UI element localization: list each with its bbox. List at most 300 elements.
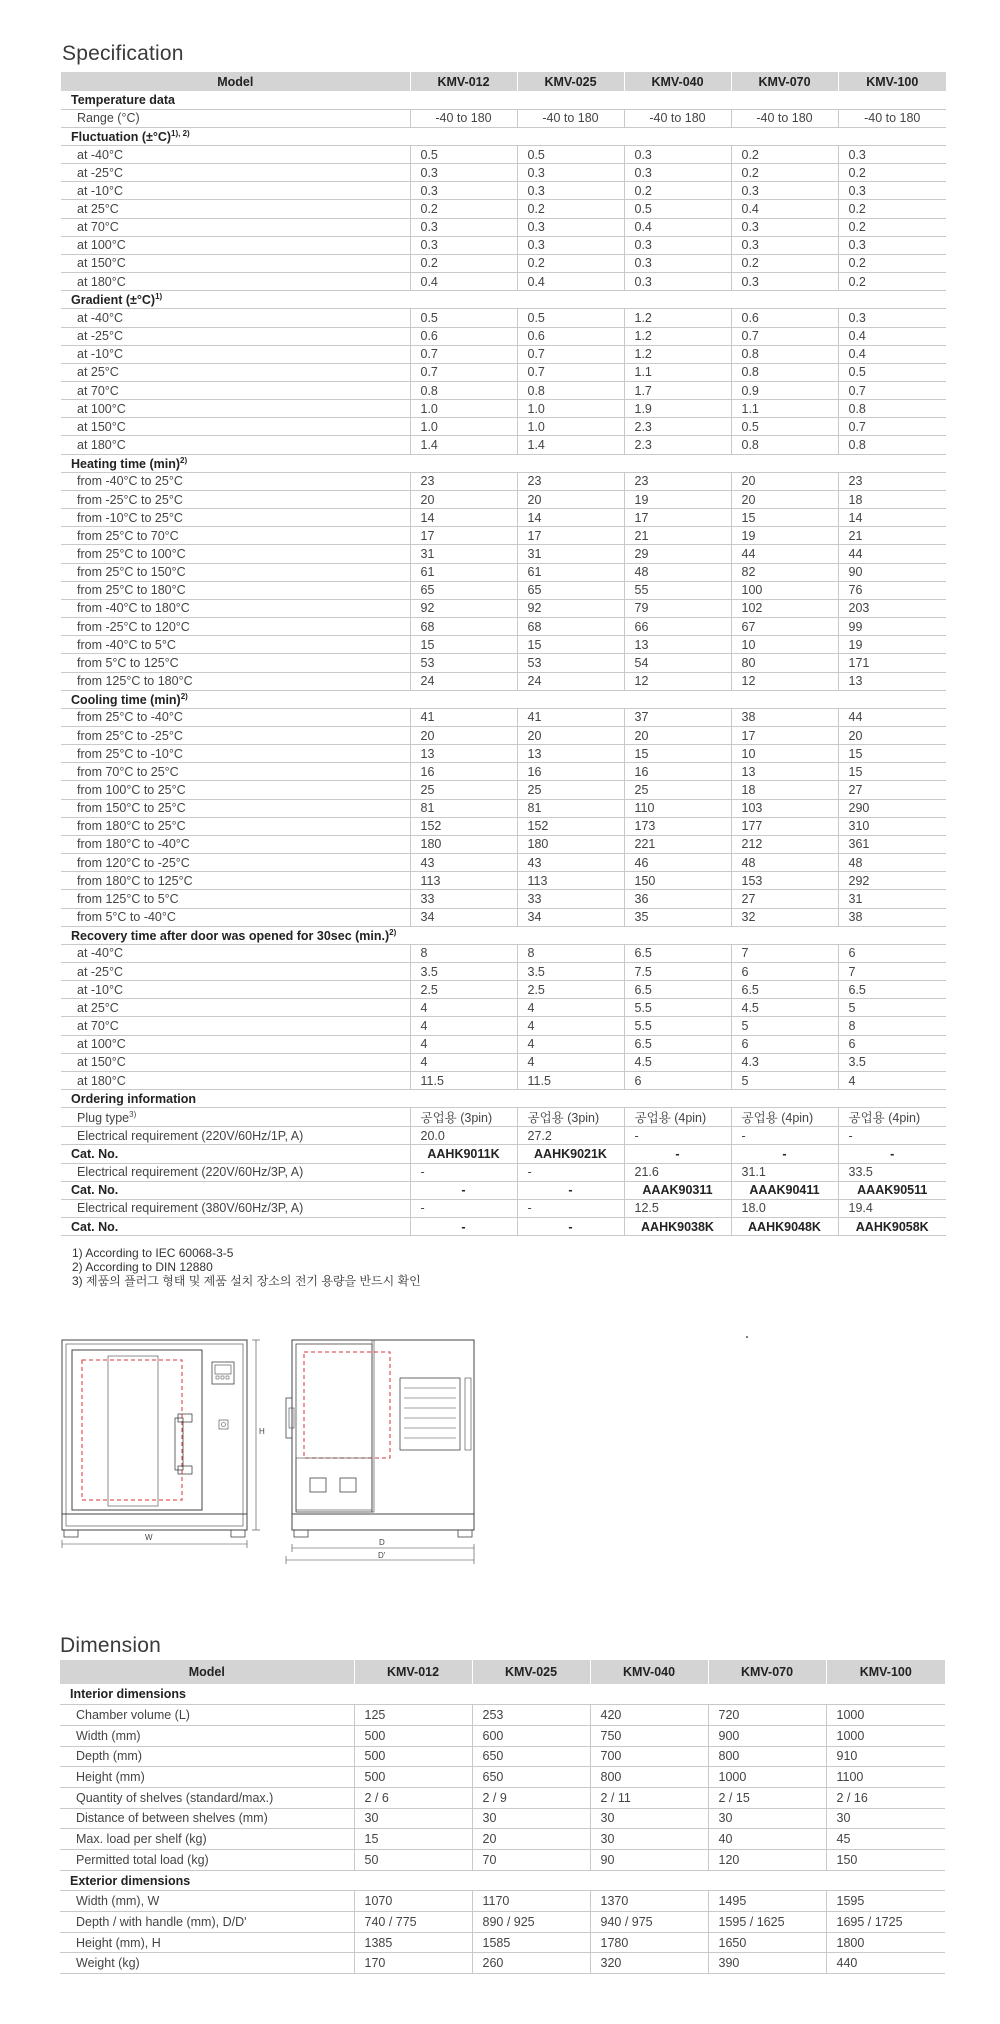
- cell-value: 24: [420, 674, 435, 689]
- cell-value: 30: [482, 1811, 497, 1826]
- cell-value: 260: [482, 1956, 504, 1971]
- table-cell: [517, 672, 624, 690]
- cell-value: 740 / 775: [364, 1914, 417, 1929]
- table-cell: [517, 563, 624, 581]
- table-cell: [838, 654, 946, 672]
- row-label: [61, 490, 410, 508]
- cell-value: 15: [364, 1832, 379, 1847]
- table-row: [61, 1053, 946, 1071]
- cell-value: 0.2: [848, 202, 866, 217]
- cell-value: 공업용 (4pin): [634, 1111, 707, 1126]
- cell-value: 21: [634, 528, 649, 543]
- table-cell: [410, 636, 517, 654]
- table-cell: [517, 763, 624, 781]
- cell-value: 1.2: [634, 329, 652, 344]
- cell-value: 31: [527, 546, 542, 561]
- table-cell: [624, 908, 731, 926]
- table-cell: [410, 890, 517, 908]
- cell-value: 20: [527, 492, 542, 507]
- table-cell: [731, 309, 838, 327]
- table-cell: [410, 981, 517, 999]
- cell-value: 4.5: [634, 1055, 652, 1070]
- row-label: [60, 1808, 354, 1829]
- cell-value: 0.3: [848, 147, 866, 162]
- table-cell: [517, 781, 624, 799]
- cell-value: 100: [741, 583, 763, 598]
- table-cell: [517, 1181, 624, 1199]
- category-row: [61, 454, 946, 472]
- table-cell: [731, 944, 838, 962]
- table-cell: [731, 382, 838, 400]
- cell-value: 46: [634, 855, 649, 870]
- row-label-text: at 100°C: [77, 1037, 126, 1052]
- table-row: [61, 981, 946, 999]
- cell-value: 0.2: [741, 165, 759, 180]
- table-cell: [826, 1767, 945, 1788]
- row-label: [61, 400, 410, 418]
- row-label: [61, 236, 410, 254]
- cell-value: 1000: [836, 1708, 865, 1723]
- cell-value: 15: [527, 637, 542, 652]
- table-cell: [731, 1071, 838, 1089]
- table-cell: [731, 854, 838, 872]
- cell-value: 0.2: [741, 147, 759, 162]
- table-cell: [826, 1746, 945, 1767]
- cell-value: 10: [741, 637, 756, 652]
- cell-value: 15: [848, 764, 863, 779]
- table-cell: [731, 145, 838, 163]
- table-row: [61, 490, 946, 508]
- cell-value: 4: [420, 1037, 428, 1052]
- table-row: [60, 1850, 945, 1871]
- cell-value: 800: [600, 1770, 622, 1785]
- table-cell: [731, 400, 838, 418]
- cell-value: 19: [848, 637, 863, 652]
- cell-value: 203: [848, 601, 870, 616]
- table-cell: [731, 618, 838, 636]
- cell-value: AAHK9058K: [855, 1219, 929, 1234]
- table-cell: [731, 545, 838, 563]
- cell-value: 81: [527, 801, 542, 816]
- cell-value: 0.6: [741, 310, 759, 325]
- table-cell: [517, 981, 624, 999]
- row-label: [61, 908, 410, 926]
- table-cell: [731, 1127, 838, 1145]
- cell-value: 1.0: [527, 401, 545, 416]
- table-cell: [731, 745, 838, 763]
- cell-value: 292: [848, 873, 870, 888]
- cell-value: 1585: [482, 1935, 511, 1950]
- table-cell: [731, 236, 838, 254]
- table-cell: [838, 672, 946, 690]
- table-cell: [624, 781, 731, 799]
- cell-value: 0.7: [741, 329, 759, 344]
- cell-value: 13: [527, 746, 542, 761]
- table-row: [61, 799, 946, 817]
- table-cell: [354, 1767, 472, 1788]
- cell-value: 45: [836, 1832, 851, 1847]
- table-cell: [838, 763, 946, 781]
- cell-value: 13: [420, 746, 435, 761]
- cell-value: 0.4: [848, 347, 866, 362]
- cell-value: 440: [836, 1956, 858, 1971]
- cell-value: 152: [527, 819, 549, 834]
- table-cell: [410, 745, 517, 763]
- table-cell: [731, 1053, 838, 1071]
- table-cell: [838, 327, 946, 345]
- table-cell: [517, 726, 624, 744]
- row-label-text: from 150°C to 25°C: [77, 801, 186, 816]
- category-label: Temperature data: [71, 92, 175, 107]
- cell-value: 1.1: [634, 365, 652, 380]
- row-label: [61, 963, 410, 981]
- row-label: [61, 999, 410, 1017]
- cell-value: 320: [600, 1956, 622, 1971]
- table-cell: [517, 636, 624, 654]
- cell-value: 20: [482, 1832, 497, 1847]
- cell-value: 120: [718, 1852, 740, 1867]
- cell-value: 0.3: [741, 238, 759, 253]
- cell-value: 103: [741, 801, 763, 816]
- cell-value: 1000: [718, 1770, 747, 1785]
- column-header-model-1: KMV-012: [410, 72, 517, 91]
- table-cell: [826, 1705, 945, 1726]
- row-label-text: Electrical requirement (380V/60Hz/3P, A): [77, 1201, 304, 1216]
- row-label: [60, 1850, 354, 1871]
- table-cell: [517, 817, 624, 835]
- table-cell: [472, 1932, 590, 1953]
- cell-value: 38: [741, 710, 756, 725]
- cell-value: 5: [848, 1000, 856, 1015]
- table-cell: [472, 1829, 590, 1850]
- table-cell: [838, 581, 946, 599]
- cell-value: 6: [634, 1073, 642, 1088]
- cell-value: 30: [600, 1811, 615, 1826]
- cell-value: 1.4: [420, 438, 438, 453]
- table-cell: [624, 327, 731, 345]
- table-cell: [838, 817, 946, 835]
- table-cell: [517, 509, 624, 527]
- row-label: [61, 781, 410, 799]
- table-row: [61, 944, 946, 962]
- table-row: [61, 254, 946, 272]
- table-cell: [517, 1053, 624, 1071]
- table-cell: [410, 963, 517, 981]
- table-cell: [838, 745, 946, 763]
- row-label-text: at -10°C: [77, 183, 123, 198]
- cell-value: 15: [420, 637, 435, 652]
- table-cell: [826, 1932, 945, 1953]
- footnote-1: 1) According to IEC 60068-3-5: [72, 1246, 234, 1260]
- cell-value: 4: [420, 1055, 428, 1070]
- table-row: [61, 817, 946, 835]
- cell-value: 113: [527, 873, 548, 888]
- footnote-2: 2) According to DIN 12880: [72, 1260, 213, 1274]
- cell-value: 2 / 9: [482, 1790, 507, 1805]
- table-cell: [410, 726, 517, 744]
- row-label-text: from 5°C to -40°C: [77, 910, 176, 925]
- table-cell: [624, 726, 731, 744]
- row-label-text: from 125°C to 5°C: [77, 891, 179, 906]
- table-cell: [590, 1953, 708, 1974]
- row-label-text: Depth (mm): [76, 1749, 142, 1764]
- row-label-text: from 25°C to -40°C: [77, 710, 183, 725]
- table-cell: [517, 436, 624, 454]
- cell-value: 12: [741, 674, 756, 689]
- cell-value: 750: [600, 1728, 622, 1743]
- cell-value: 0.3: [420, 220, 438, 235]
- cell-value: 0.9: [741, 383, 759, 398]
- row-label: [61, 890, 410, 908]
- cell-value: AAAK90411: [749, 1183, 820, 1198]
- table-cell: [472, 1746, 590, 1767]
- table-cell: [731, 436, 838, 454]
- table-cell: [410, 363, 517, 381]
- table-cell: [826, 1725, 945, 1746]
- cell-value: 55: [634, 583, 649, 598]
- cell-value: 19.4: [848, 1201, 873, 1216]
- cell-value: 6: [741, 964, 749, 979]
- cell-value: 1000: [836, 1728, 865, 1743]
- cell-value: 1100: [836, 1770, 864, 1785]
- table-cell: [838, 599, 946, 617]
- cell-value: 0.5: [420, 147, 438, 162]
- cell-value: 8: [848, 1019, 856, 1034]
- row-label: [61, 944, 410, 962]
- table-row: [61, 164, 946, 182]
- table-cell: [517, 1017, 624, 1035]
- table-cell: [624, 963, 731, 981]
- table-cell: [517, 999, 624, 1017]
- table-row: [60, 1932, 945, 1953]
- table-cell: [517, 1127, 624, 1145]
- row-label: [61, 1199, 410, 1217]
- row-label-text: from -40°C to 5°C: [77, 637, 176, 652]
- row-label: [61, 436, 410, 454]
- table-row: [61, 1017, 946, 1035]
- cell-value: 65: [420, 583, 435, 598]
- column-header-model-3: KMV-040: [624, 72, 731, 91]
- cell-value: 0.3: [420, 165, 438, 180]
- cell-value: 6.5: [741, 982, 759, 997]
- table-cell: [708, 1953, 826, 1974]
- table-cell: [354, 1829, 472, 1850]
- table-cell: [708, 1829, 826, 1850]
- cell-value: 37: [634, 710, 649, 725]
- table-cell: [590, 1808, 708, 1829]
- cell-value: 1.7: [634, 383, 652, 398]
- category-row: [61, 1090, 946, 1108]
- cell-value: 13: [634, 637, 649, 652]
- table-cell: [731, 164, 838, 182]
- row-label: [61, 981, 410, 999]
- row-label: [60, 1746, 354, 1767]
- table-cell: [517, 327, 624, 345]
- table-cell: [624, 1145, 731, 1163]
- table-cell: [838, 708, 946, 726]
- row-label: [61, 418, 410, 436]
- cell-value: 2 / 16: [836, 1790, 868, 1805]
- cell-value: 1070: [364, 1894, 393, 1909]
- table-cell: [838, 835, 946, 853]
- row-label-text: from -10°C to 25°C: [77, 510, 183, 525]
- table-cell: [472, 1808, 590, 1829]
- cell-value: 25: [527, 783, 542, 798]
- table-cell: [838, 363, 946, 381]
- row-label: [61, 1108, 410, 1127]
- row-label-text: from 25°C to 100°C: [77, 546, 186, 561]
- table-cell: [838, 1127, 946, 1145]
- cell-value: 1695 / 1725: [836, 1914, 903, 1929]
- row-label: [60, 1932, 354, 1953]
- table-cell: [708, 1912, 826, 1933]
- row-label: [60, 1705, 354, 1726]
- column-header-model-2: KMV-025: [472, 1660, 590, 1684]
- cell-value: 76: [848, 583, 863, 598]
- cell-value: 0.8: [848, 438, 866, 453]
- cell-value: 361: [848, 837, 870, 852]
- table-cell: [354, 1850, 472, 1871]
- cell-value: 4: [527, 1055, 535, 1070]
- table-cell: [731, 908, 838, 926]
- table-cell: [838, 1181, 946, 1199]
- row-label-text: from 125°C to 180°C: [77, 674, 193, 689]
- table-cell: [838, 273, 946, 291]
- cell-value: 27: [848, 783, 863, 798]
- cell-value: 18: [848, 492, 863, 507]
- table-cell: [354, 1912, 472, 1933]
- cell-value: 20: [527, 728, 542, 743]
- table-cell: [410, 254, 517, 272]
- cell-value: 3.5: [527, 964, 545, 979]
- table-cell: [708, 1746, 826, 1767]
- row-label-text: at 70°C: [77, 1019, 119, 1034]
- row-label-text: Max. load per shelf (kg): [76, 1832, 207, 1847]
- cell-value: 61: [420, 565, 435, 580]
- table-row: [61, 563, 946, 581]
- table-cell: [838, 872, 946, 890]
- table-cell: [410, 1163, 517, 1181]
- cell-value: 0.2: [741, 256, 759, 271]
- cell-value: 36: [634, 891, 649, 906]
- cell-value: 33: [527, 891, 542, 906]
- table-cell: [826, 1850, 945, 1871]
- front-view-drawing: [62, 1340, 265, 1548]
- table-cell: [410, 999, 517, 1017]
- table-cell: [731, 563, 838, 581]
- row-label-text: Quantity of shelves (standard/max.): [76, 1790, 274, 1805]
- cell-value: 290: [848, 801, 870, 816]
- cell-value: 67: [741, 619, 756, 634]
- cell-value: 44: [741, 546, 756, 561]
- width-label: W: [145, 1533, 153, 1542]
- cell-value: 0.3: [848, 183, 866, 198]
- table-cell: [410, 1071, 517, 1089]
- cell-value: 650: [482, 1749, 504, 1764]
- row-label-text: at 70°C: [77, 383, 119, 398]
- table-cell: [624, 890, 731, 908]
- table-row: [60, 1808, 945, 1829]
- cell-value: 68: [420, 619, 435, 634]
- cell-value: 4: [420, 1000, 428, 1015]
- table-cell: [517, 1218, 624, 1236]
- table-cell: [517, 418, 624, 436]
- cell-value: 30: [718, 1811, 733, 1826]
- cell-value: 8: [527, 946, 535, 961]
- row-label-text: Width (mm), W: [76, 1894, 160, 1909]
- cell-value: -: [782, 1146, 787, 1161]
- row-label: [61, 1163, 410, 1181]
- table-row: [61, 1071, 946, 1089]
- row-label: [61, 1145, 410, 1163]
- table-cell: [410, 1035, 517, 1053]
- row-label: [61, 763, 410, 781]
- table-row: [61, 273, 946, 291]
- table-cell: [517, 309, 624, 327]
- cell-value: 0.8: [527, 383, 545, 398]
- row-label: [61, 835, 410, 853]
- table-cell: [472, 1850, 590, 1871]
- table-cell: [826, 1953, 945, 1974]
- row-label-text: from 5°C to 125°C: [77, 655, 179, 670]
- table-cell: [826, 1829, 945, 1850]
- cell-value: AAAK90311: [642, 1183, 713, 1198]
- row-label-text: Cat. No.: [71, 1219, 119, 1234]
- row-label-text: at 150°C: [77, 419, 126, 434]
- row-label: [61, 745, 410, 763]
- cell-value: 0.4: [420, 274, 438, 289]
- table-row: [61, 363, 946, 381]
- table-cell: [517, 1071, 624, 1089]
- table-cell: [590, 1746, 708, 1767]
- cell-value: 10: [741, 746, 756, 761]
- table-cell: [624, 164, 731, 182]
- cell-value: -: [420, 1165, 425, 1180]
- table-cell: [624, 309, 731, 327]
- footnote-3: 3) 제품의 플러그 형태 및 제품 설치 장소의 전기 용량을 반드시 확인: [72, 1274, 421, 1288]
- row-label-text: at -25°C: [77, 964, 123, 979]
- table-row: [60, 1725, 945, 1746]
- cell-value: 공업용 (3pin): [527, 1111, 600, 1126]
- table-cell: [838, 236, 946, 254]
- table-row: [61, 872, 946, 890]
- cell-value: 53: [527, 655, 542, 670]
- cell-value: -40 to 180: [756, 111, 813, 126]
- table-cell: [624, 854, 731, 872]
- cell-value: 0.3: [741, 274, 759, 289]
- cell-value: 600: [482, 1728, 504, 1743]
- table-row: [61, 999, 946, 1017]
- table-cell: [410, 1218, 517, 1236]
- cell-value: 4.5: [741, 1000, 759, 1015]
- cell-value: -: [890, 1146, 895, 1161]
- cell-value: 20: [741, 474, 756, 489]
- row-label-text: from 25°C to 70°C: [77, 528, 179, 543]
- row-label: [61, 563, 410, 581]
- cell-value: 21: [848, 528, 863, 543]
- cell-value: 0.4: [634, 220, 652, 235]
- cell-value: 17: [527, 528, 542, 543]
- cell-value: 5.5: [634, 1000, 652, 1015]
- table-cell: [838, 799, 946, 817]
- table-cell: [708, 1787, 826, 1808]
- row-label: [61, 654, 410, 672]
- table-cell: [838, 472, 946, 490]
- table-cell: [410, 799, 517, 817]
- table-cell: [708, 1705, 826, 1726]
- footnote-ref: 2): [180, 455, 188, 465]
- cell-value: 20: [741, 492, 756, 507]
